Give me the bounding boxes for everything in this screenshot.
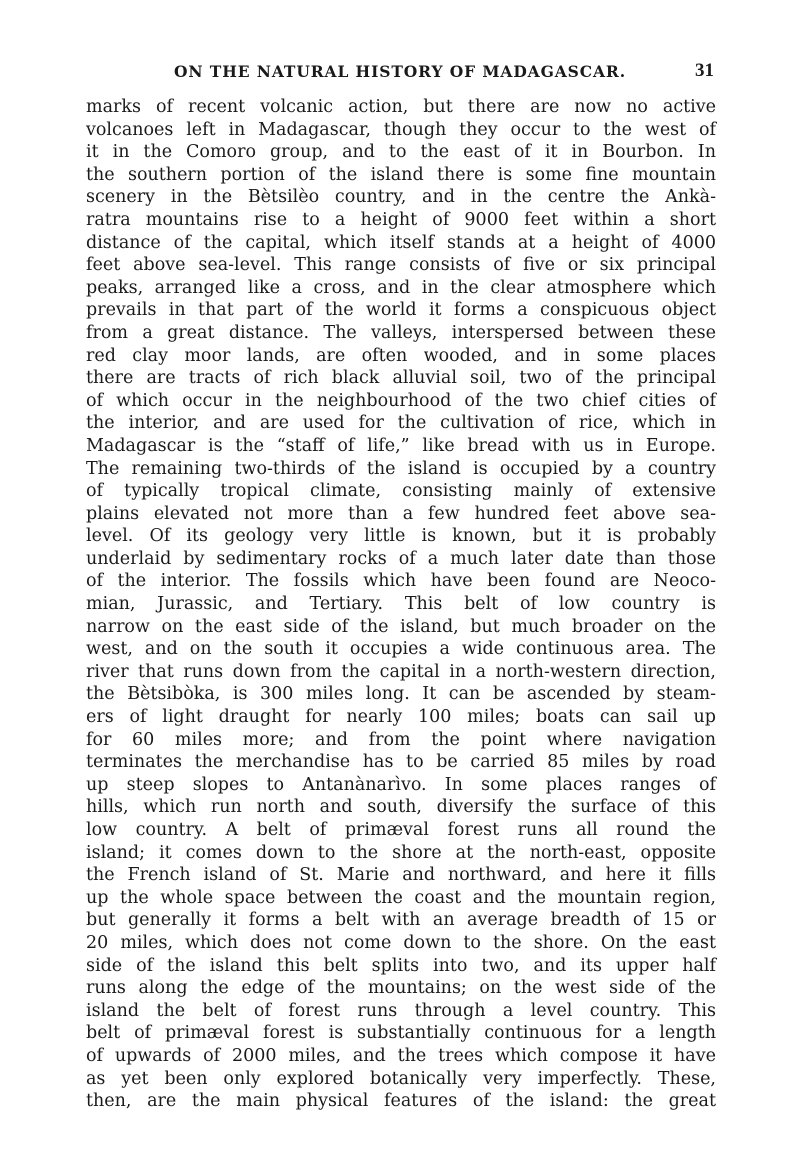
body-paragraph <box>86 96 716 1113</box>
text-line: west, and on the south it occupies a wide continuous area. The <box>86 639 716 660</box>
text-line: the Bètsibòka, is 300 miles long. It can be ascended by steam- <box>86 684 716 705</box>
text-line: level. Of its geology very little is known, but it is probably <box>86 526 716 547</box>
text-line: the interior, and are used for the cultivation of rice, which in <box>86 413 716 434</box>
text-line: plains elevated not more than a few hundred feet above sea- <box>86 503 716 524</box>
text-line: for 60 miles more; and from the point where navigation <box>86 729 716 750</box>
text-line: 20 miles, which does not come down to the shore. On the east <box>86 932 716 953</box>
text-line: the southern portion of the island there is some fine mountain <box>86 164 716 185</box>
text-line: narrow on the east side of the island, but much broader on the <box>86 616 716 637</box>
text-line: scenery in the Bètsilèo country, and in the centre the Ankà- <box>86 187 716 208</box>
text-line: of the interior. The fossils which have been found are Neoco- <box>86 571 716 592</box>
text-line: hills, which run north and south, diversify the surface of this <box>86 797 716 818</box>
text-line: ratra mountains rise to a height of 9000 feet within a short <box>86 209 716 230</box>
text-line: it in the Comoro group, and to the east of it in Bourbon. In <box>86 142 716 163</box>
text-line: prevails in that part of the world it forms a conspicuous object <box>86 300 716 321</box>
text-line: island; it comes down to the shore at the north-east, opposite <box>86 842 716 863</box>
text-line: the French island of St. Marie and northward, and here it fills <box>86 865 716 886</box>
text-line: from a great distance. The valleys, interspersed between these <box>86 322 716 343</box>
text-line: red clay moor lands, are often wooded, and in some places <box>86 345 716 366</box>
text-line: underlaid by sedimentary rocks of a much later date than those <box>86 548 716 569</box>
text-line: belt of primæval forest is substantially continuous for a length <box>86 1023 716 1044</box>
text-line: peaks, arranged like a cross, and in the clear atmosphere which <box>86 277 716 298</box>
text-line: of which occur in the neighbourhood of the two chief cities of <box>86 390 716 411</box>
text-line: island the belt of forest runs through a level country. This <box>86 1000 716 1021</box>
running-head <box>86 60 714 86</box>
text-line: Madagascar is the “staff of life,” like bread with us in Europe. <box>86 435 716 456</box>
text-line: side of the island this belt splits into two, and its upper half <box>86 955 716 976</box>
text-line: runs along the edge of the mountains; on the west side of the <box>86 978 716 999</box>
text-line: up the whole space between the coast and the mountain region, <box>86 887 716 908</box>
text-line: then, are the main physical features of the island: the great <box>86 1091 716 1112</box>
text-line: of upwards of 2000 miles, and the trees which compose it have <box>86 1045 716 1066</box>
text-line: as yet been only explored botanically very imperfectly. These, <box>86 1068 716 1089</box>
text-line: up steep slopes to Antanànarìvo. In some places ranges of <box>86 774 716 795</box>
text-line: distance of the capital, which itself stands at a height of 4000 <box>86 232 716 253</box>
text-line: The remaining two-thirds of the island is occupied by a country <box>86 458 716 479</box>
text-line: of typically tropical climate, consisting mainly of extensive <box>86 481 716 502</box>
text-line: low country. A belt of primæval forest runs all round the <box>86 820 716 840</box>
text-line: volcanoes left in Madagascar, though they occur to the west of <box>86 119 716 140</box>
text-line: but generally it forms a belt with an average breadth of 15 or <box>86 910 716 931</box>
page-number: 31 <box>695 60 714 81</box>
text-line: terminates the merchandise has to be carried 85 miles by road <box>86 752 716 773</box>
text-line: feet above sea-level. This range consists of five or six principal <box>86 255 716 276</box>
text-line: ers of light draught for nearly 100 miles; boats can sail up <box>86 707 716 728</box>
text-line: there are tracts of rich black alluvial soil, two of the principal <box>86 368 716 389</box>
text-line: mian, Jurassic, and Tertiary. This belt of low country is <box>86 594 716 615</box>
text-line: marks of recent volcanic action, but there are now no active <box>86 97 716 117</box>
running-title: ON THE NATURAL HISTORY OF MADAGASCAR. <box>174 62 626 81</box>
text-line: river that runs down from the capital in a north-western direction, <box>86 661 716 682</box>
